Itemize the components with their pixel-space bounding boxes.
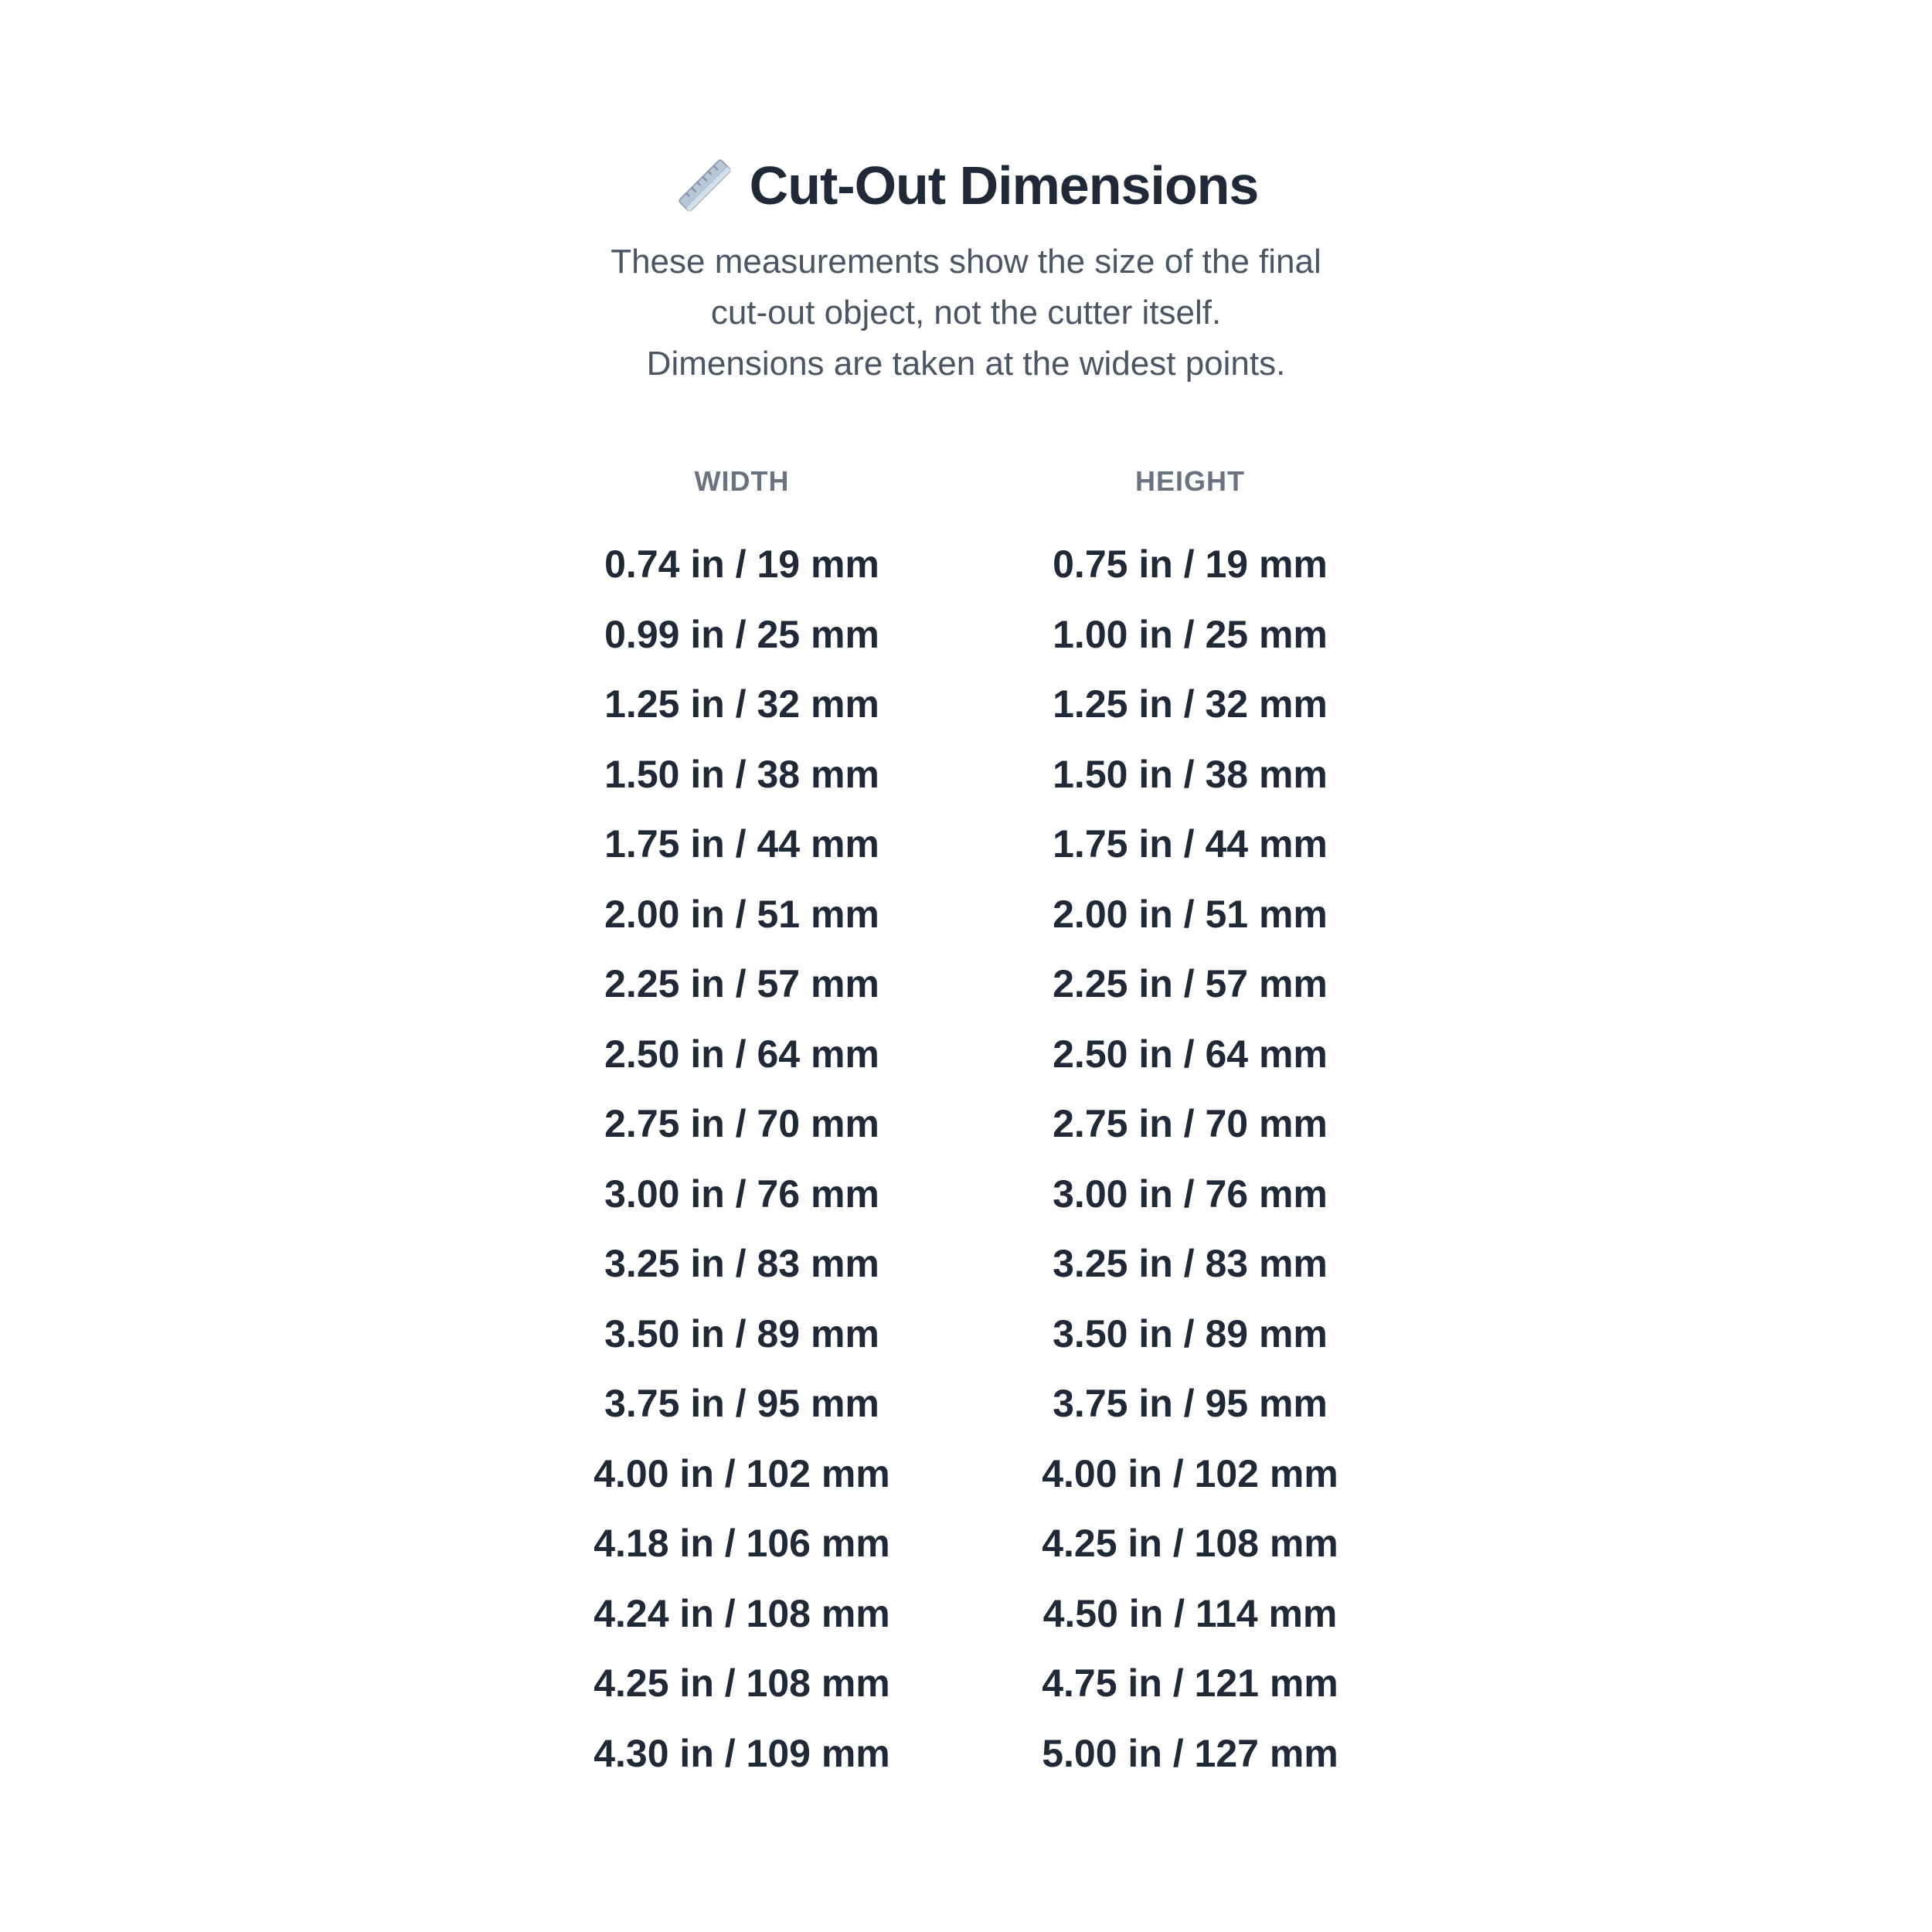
cell-height: 1.25 in / 32 mm	[1053, 682, 1328, 726]
cell-height: 3.50 in / 89 mm	[1053, 1311, 1328, 1355]
cell-height: 0.75 in / 19 mm	[1053, 543, 1328, 587]
cell-width: 4.30 in / 109 mm	[594, 1731, 890, 1775]
cell-height: 3.75 in / 95 mm	[1053, 1382, 1328, 1426]
cell-width: 1.75 in / 44 mm	[604, 822, 879, 866]
cell-width: 3.50 in / 89 mm	[604, 1311, 879, 1355]
cell-height: 4.00 in / 102 mm	[1042, 1451, 1338, 1495]
table-row	[0, 1579, 1932, 1649]
subtitle-line: cut-out object, not the cutter itself.	[710, 294, 1222, 332]
table-row	[0, 1019, 1932, 1090]
cell-width: 0.99 in / 25 mm	[604, 612, 879, 656]
cell-height: 4.50 in / 114 mm	[1043, 1591, 1338, 1635]
cell-width: 1.50 in / 38 mm	[604, 752, 879, 796]
table-row	[0, 669, 1932, 740]
table-row	[0, 529, 1932, 600]
cell-width: 3.25 in / 83 mm	[604, 1242, 879, 1286]
cell-height: 1.00 in / 25 mm	[1053, 612, 1328, 656]
cell-width: 3.75 in / 95 mm	[604, 1382, 879, 1426]
title-row	[0, 147, 1932, 224]
cell-width: 2.75 in / 70 mm	[604, 1102, 879, 1146]
column-header-row	[0, 460, 1932, 503]
table-row	[0, 600, 1932, 670]
dimensions-table	[0, 460, 1932, 1788]
cell-width: 2.25 in / 57 mm	[604, 962, 879, 1006]
table-row	[0, 740, 1932, 810]
table-row	[0, 809, 1932, 879]
subtitle-line: Dimensions are taken at the widest points.	[646, 345, 1286, 383]
cell-height: 2.25 in / 57 mm	[1053, 962, 1328, 1006]
table-body	[0, 529, 1932, 1788]
page-title: Cut-Out Dimensions	[749, 155, 1259, 216]
cell-height: 3.25 in / 83 mm	[1053, 1242, 1328, 1286]
table-row	[0, 1229, 1932, 1299]
cell-height: 4.75 in / 121 mm	[1042, 1662, 1338, 1706]
cell-height: 3.00 in / 76 mm	[1053, 1172, 1328, 1216]
cell-width: 4.00 in / 102 mm	[594, 1451, 890, 1495]
column-header-width: WIDTH	[694, 465, 790, 497]
subtitle-line: These measurements show the size of the final	[611, 243, 1321, 281]
table-row	[0, 1159, 1932, 1230]
table-row	[0, 1299, 1932, 1369]
column-header-height: HEIGHT	[1134, 465, 1245, 497]
cell-width: 3.00 in / 76 mm	[604, 1172, 879, 1216]
cell-width: 0.74 in / 19 mm	[604, 543, 879, 587]
table-row	[0, 1509, 1932, 1579]
cell-width: 1.25 in / 32 mm	[604, 682, 879, 726]
cell-height: 1.50 in / 38 mm	[1053, 752, 1328, 796]
table-row	[0, 1439, 1932, 1509]
table-row	[0, 879, 1932, 950]
table-row	[0, 1089, 1932, 1159]
cell-width: 4.18 in / 106 mm	[594, 1522, 890, 1566]
cell-width: 2.00 in / 51 mm	[604, 892, 879, 936]
cell-height: 2.75 in / 70 mm	[1053, 1102, 1328, 1146]
cell-height: 4.25 in / 108 mm	[1042, 1522, 1338, 1566]
table-row	[0, 1369, 1932, 1439]
subtitle	[580, 236, 1352, 389]
cell-height: 2.00 in / 51 mm	[1053, 892, 1328, 936]
ruler-icon	[674, 155, 736, 216]
cell-height: 5.00 in / 127 mm	[1042, 1731, 1338, 1775]
header	[0, 147, 1932, 389]
table-row	[0, 1648, 1932, 1719]
table-row	[0, 1719, 1932, 1789]
cell-height: 2.50 in / 64 mm	[1053, 1032, 1328, 1076]
cell-width: 2.50 in / 64 mm	[604, 1032, 879, 1076]
cell-width: 4.24 in / 108 mm	[594, 1591, 890, 1635]
table-row	[0, 949, 1932, 1019]
cell-height: 1.75 in / 44 mm	[1053, 822, 1328, 866]
cell-width: 4.25 in / 108 mm	[594, 1662, 890, 1706]
